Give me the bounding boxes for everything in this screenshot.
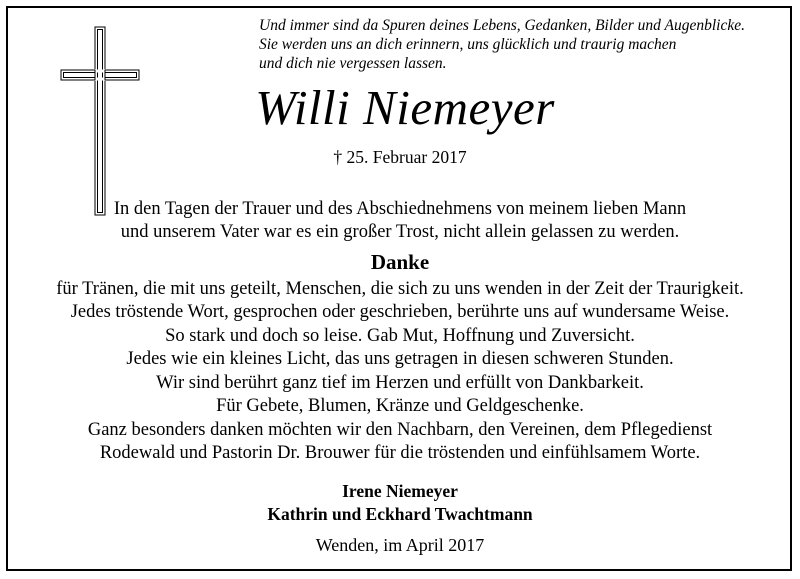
deceased-name: Willi Niemeyer xyxy=(255,80,555,135)
thanks-line: Jedes wie ein kleines Licht, das uns getragen in diesen schweren Stunden. xyxy=(126,349,674,370)
quote-line: und dich nie vergessen lassen. xyxy=(259,55,447,72)
thanks-text xyxy=(0,278,800,418)
intro-text xyxy=(0,198,800,245)
intro-line: und unserem Vater war es ein großer Trost, nicht allein gelassen zu werden. xyxy=(120,222,680,243)
thanks-line: Für Gebete, Blumen, Kränze und Geldgeschenke. xyxy=(216,396,584,417)
signatories xyxy=(0,480,800,526)
memorial-quote xyxy=(259,16,779,73)
death-date: † 25. Februar 2017 xyxy=(333,147,467,167)
danke-heading: Danke xyxy=(370,250,430,274)
quote-line: Und immer sind da Spuren deines Lebens, Gedanken, Bilder und Augenblicke. xyxy=(259,17,746,34)
special-line: Ganz besonders danken möchten wir den Nachbarn, den Vereinen, dem Pflegedienst xyxy=(87,420,713,440)
thanks-line: Wir sind berührt ganz tief im Herzen und erfüllt von Dankbarkeit. xyxy=(156,372,644,393)
thanks-line: Jedes tröstende Wort, gesprochen oder geschrieben, berührte uns auf wundersame Weise. xyxy=(70,302,730,323)
special-thanks-text xyxy=(0,419,800,466)
thanks-line: So stark und doch so leise. Gab Mut, Hoffnung und Zuversicht. xyxy=(165,325,635,346)
signatory-name: Irene Niemeyer xyxy=(342,481,458,501)
place-date: Wenden, im April 2017 xyxy=(315,535,485,555)
quote-line: Sie werden uns an dich erinnern, uns glücklich und traurig machen xyxy=(259,36,677,53)
cross-icon xyxy=(60,26,140,216)
intro-line: In den Tagen der Trauer und des Abschiednehmens von meinem lieben Mann xyxy=(113,199,687,219)
signatory-name: Kathrin und Eckhard Twachtmann xyxy=(267,504,533,524)
thanks-line: für Tränen, die mit uns geteilt, Menschen, die sich zu uns wenden in der Zeit der Traurigkeit. xyxy=(56,279,744,299)
special-line: Rodewald und Pastorin Dr. Brouwer für die tröstenden und einfühlsamem Worte. xyxy=(99,443,701,464)
